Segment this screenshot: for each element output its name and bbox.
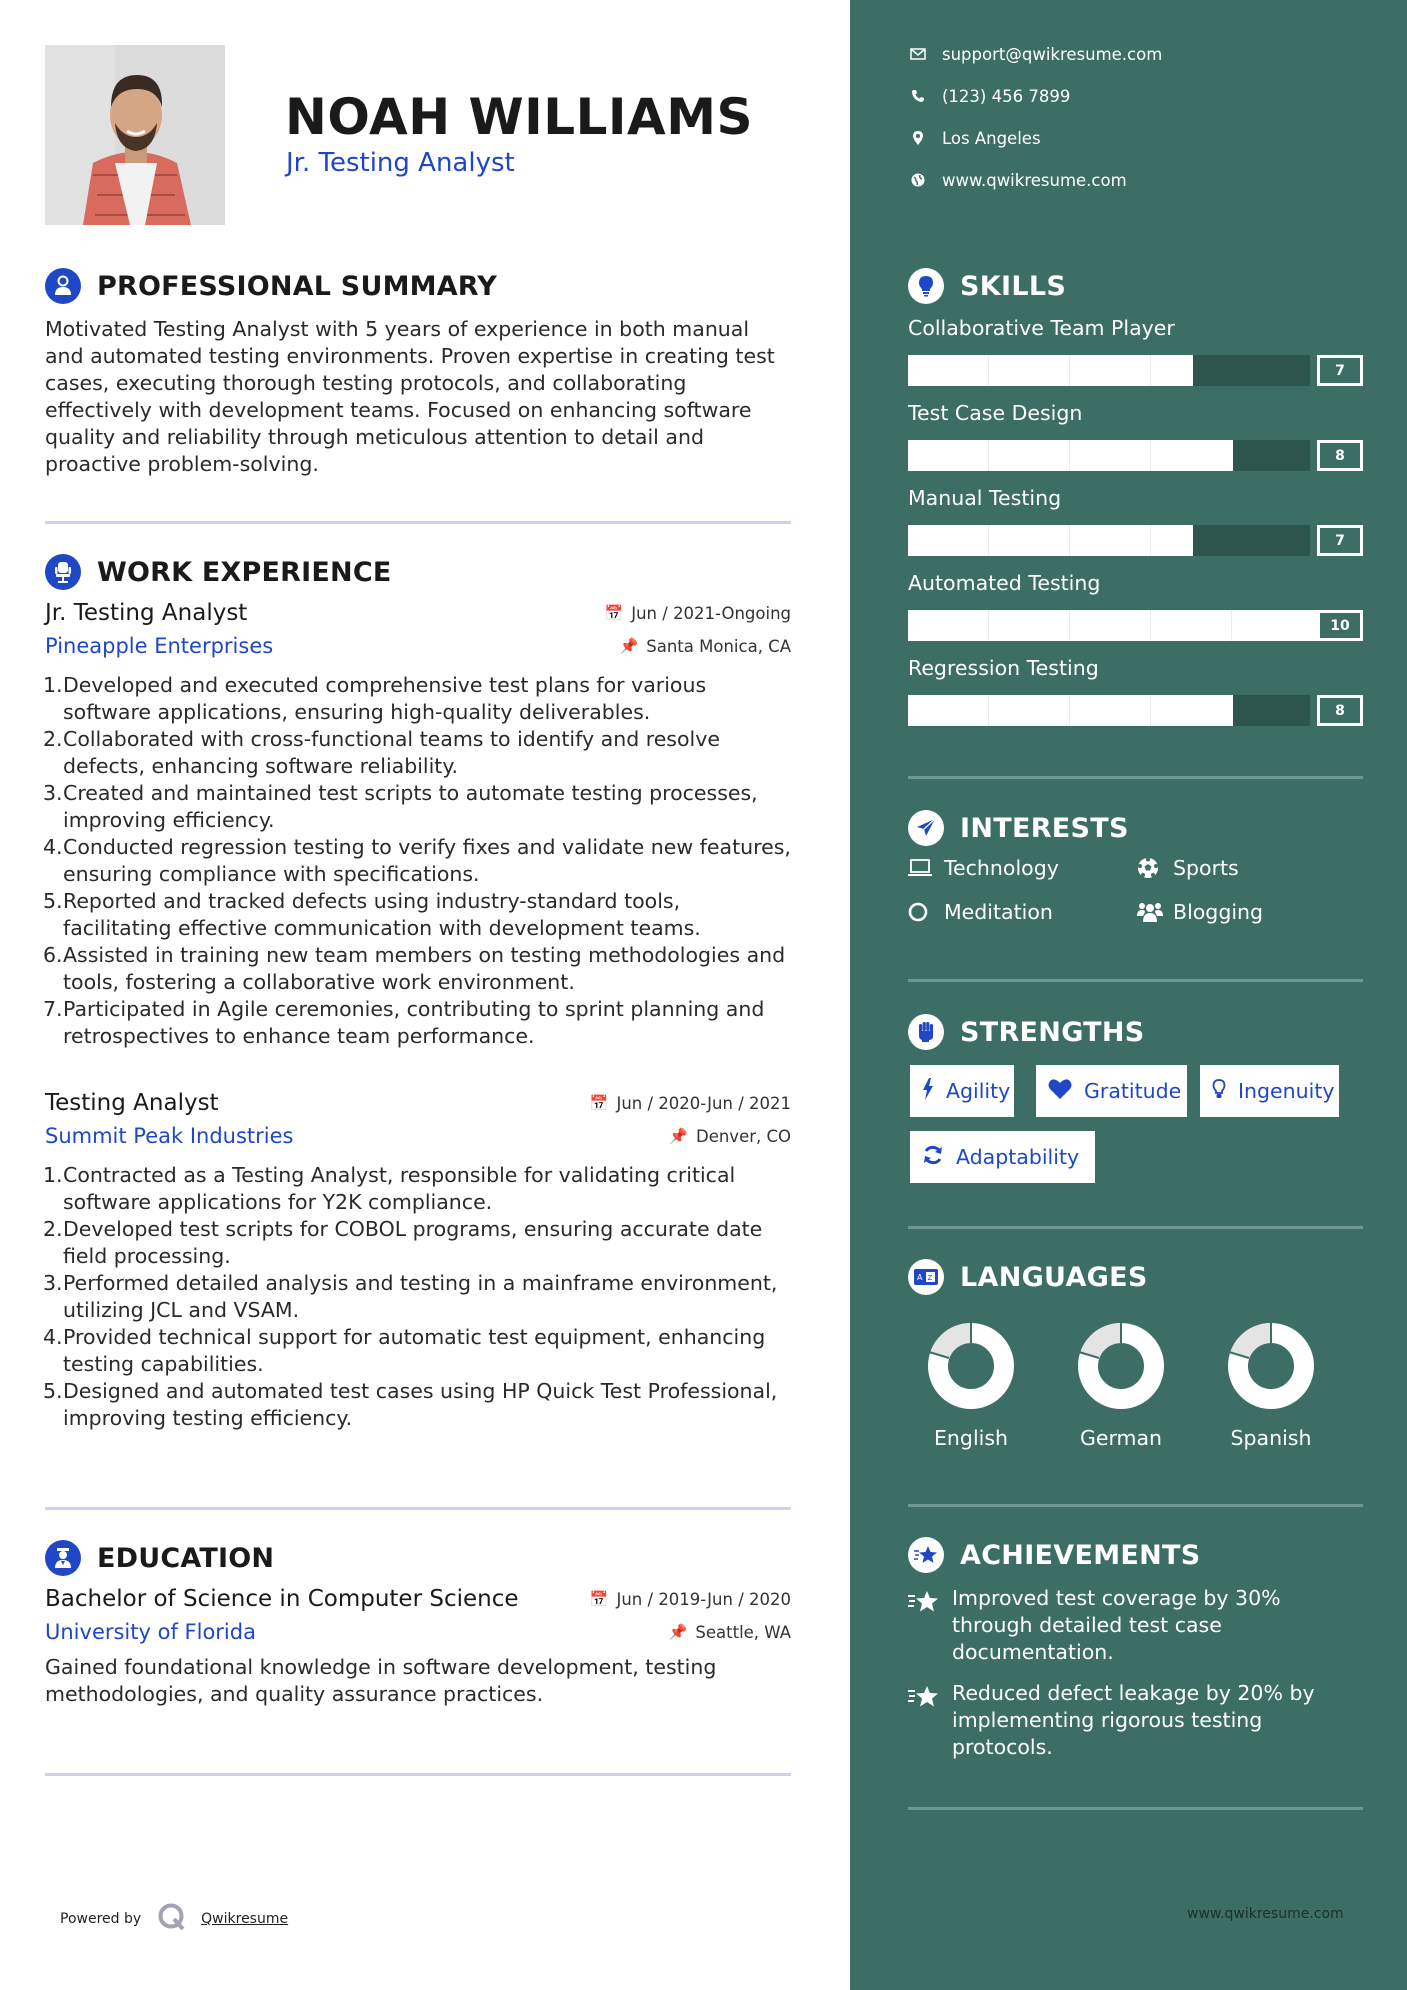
star-icon — [908, 1585, 952, 1666]
interest-label: Sports — [1173, 856, 1239, 880]
heart-icon — [1048, 1078, 1072, 1105]
education-location: Seattle, WA — [695, 1622, 791, 1642]
map-marker-icon — [908, 128, 928, 148]
profile-photo — [45, 45, 225, 225]
strength-chip — [1036, 1065, 1187, 1117]
interests-title: INTERESTS — [960, 812, 1129, 844]
footer-website-link[interactable]: www.qwikresume.com — [1187, 1906, 1344, 1922]
interest-item — [908, 856, 1059, 880]
skill-label: Automated Testing — [908, 571, 1101, 595]
language-item — [911, 1320, 1031, 1450]
language-donut-chart — [1225, 1320, 1317, 1412]
star-icon — [908, 1680, 952, 1761]
skills-title: SKILLS — [960, 270, 1067, 302]
achievement-text: Improved test coverage by 30% through detailed test case documentation. — [952, 1586, 1281, 1664]
experience-title: WORK EXPERIENCE — [97, 556, 392, 588]
job-bullets — [45, 672, 791, 1050]
user-icon — [45, 268, 81, 304]
skill-score: 7 — [1317, 355, 1363, 386]
language-donut-chart — [1075, 1320, 1167, 1412]
graduate-icon — [45, 1540, 81, 1576]
website-link[interactable]: www.qwikresume.com — [942, 170, 1127, 190]
candidate-name: NOAH WILLIAMS — [285, 88, 753, 146]
education-title: EDUCATION — [97, 1542, 275, 1574]
users-icon — [1137, 901, 1163, 923]
powered-by — [60, 1902, 288, 1936]
job-dates: Jun / 2020-Jun / 2021 — [616, 1093, 791, 1113]
svg-text:Z: Z — [927, 1274, 933, 1282]
pushpin-icon: 📌 — [619, 637, 639, 655]
translate-icon — [908, 1259, 944, 1295]
bullet-item: 1. Contracted as a Testing Analyst, responsible for validating critical software applications for Y2K compliance. — [43, 1163, 736, 1214]
calendar-icon: 📅 — [589, 1590, 609, 1608]
qwikresume-link[interactable]: Qwikresume — [201, 1911, 289, 1927]
strength-label: Agility — [946, 1079, 1011, 1103]
lightbulb-icon — [1212, 1078, 1226, 1105]
strengths-section — [908, 1012, 1363, 1052]
skills-list — [908, 316, 1363, 736]
contact-website — [908, 170, 1127, 190]
school-name: University of Florida — [45, 1620, 256, 1644]
svg-text:A: A — [917, 1273, 923, 1282]
achievement-item — [908, 1585, 1363, 1666]
interest-item — [908, 900, 1053, 924]
calendar-icon: 📅 — [589, 1094, 609, 1112]
company-name: Pineapple Enterprises — [45, 634, 274, 658]
education-dates: Jun / 2019-Jun / 2020 — [616, 1589, 791, 1609]
globe-icon — [908, 170, 928, 190]
skill-bar — [908, 440, 1363, 471]
degree: Bachelor of Science in Computer Science — [45, 1586, 519, 1612]
contact-email — [908, 44, 1162, 64]
divider — [908, 1504, 1363, 1507]
skill-label: Manual Testing — [908, 486, 1062, 510]
skill-score: 8 — [1317, 695, 1363, 726]
office-chair-icon — [45, 554, 81, 590]
skill-bar — [908, 525, 1363, 556]
languages-section — [908, 1257, 1363, 1297]
job-title: Jr. Testing Analyst — [45, 600, 248, 626]
skill-bar — [908, 610, 1363, 641]
language-label: Spanish — [1230, 1426, 1312, 1450]
phone-icon — [908, 86, 928, 106]
bullet-item: 4. Provided technical support for automatic test equipment, enhancing testing capabilities. — [43, 1325, 766, 1376]
summary-title: PROFESSIONAL SUMMARY — [97, 270, 498, 302]
education-description: Gained foundational knowledge in software development, testing methodologies, and quality assurance practices. — [45, 1655, 717, 1706]
refresh-icon — [922, 1144, 944, 1171]
bullet-item: 3. Created and maintained test scripts to automate testing processes, improving efficiency. — [43, 781, 758, 832]
divider — [908, 1807, 1363, 1810]
strengths-title: STRENGTHS — [960, 1016, 1145, 1048]
company-name: Summit Peak Industries — [45, 1124, 294, 1148]
email-link[interactable]: support@qwikresume.com — [942, 44, 1163, 64]
strength-chip — [910, 1131, 1095, 1183]
pushpin-icon: 📌 — [669, 1127, 688, 1145]
skill-label: Test Case Design — [908, 401, 1083, 425]
candidate-role: Jr. Testing Analyst — [286, 148, 515, 178]
skills-section — [908, 266, 1363, 306]
skill-score: 10 — [1317, 610, 1363, 641]
strength-chip — [1200, 1065, 1339, 1117]
skill-item — [908, 486, 1363, 556]
divider — [45, 1773, 791, 1776]
interest-item — [1137, 900, 1263, 924]
job-bullets — [45, 1162, 791, 1432]
interest-label: Meditation — [944, 900, 1053, 924]
experience-section — [45, 552, 791, 592]
strength-label: Adaptability — [956, 1145, 1080, 1169]
language-item — [1211, 1320, 1331, 1450]
soccer-ball-icon — [1137, 857, 1163, 879]
divider — [908, 1226, 1363, 1229]
achievement-item — [908, 1680, 1363, 1761]
language-label: German — [1079, 1426, 1163, 1450]
achievements-section — [908, 1535, 1363, 1575]
paper-plane-icon — [908, 810, 944, 846]
language-label: English — [933, 1426, 1009, 1450]
fist-icon — [908, 1014, 944, 1050]
interest-label: Blogging — [1173, 900, 1264, 924]
contact-phone — [908, 86, 1070, 106]
job-entry — [45, 1090, 791, 1432]
education-section — [45, 1538, 791, 1708]
skill-bar — [908, 355, 1363, 386]
skill-item — [908, 656, 1363, 726]
contact-location — [908, 128, 1041, 148]
lightbulb-icon — [908, 268, 944, 304]
bullet-item: 6. Assisted in training new team members on testing methodologies and tools, fostering a collaborative work environment. — [43, 943, 786, 994]
bullet-item: 5. Designed and automated test cases using HP Quick Test Professional, improving testing efficiency. — [43, 1379, 778, 1430]
sidebar — [850, 0, 1407, 1990]
envelope-icon — [908, 44, 928, 64]
circle-icon — [908, 901, 934, 923]
bolt-icon — [922, 1078, 934, 1105]
job-location: Santa Monica, CA — [646, 636, 791, 656]
bullet-item: 7. Participated in Agile ceremonies, contributing to sprint planning and retrospectives to enhance team performance. — [43, 997, 765, 1048]
skill-item — [908, 316, 1363, 386]
skill-label: Regression Testing — [908, 656, 1099, 680]
strength-chip — [910, 1065, 1014, 1117]
bullet-item: 2. Collaborated with cross-functional teams to identify and resolve defects, enhancing software reliability. — [43, 727, 720, 778]
location-text: Los Angeles — [942, 128, 1041, 148]
powered-by-label: Powered by — [60, 1911, 142, 1927]
strength-label: Gratitude — [1084, 1079, 1182, 1103]
languages-title: LANGUAGES — [960, 1261, 1148, 1293]
laptop-icon — [908, 859, 934, 877]
star-icon — [908, 1537, 944, 1573]
pushpin-icon: 📌 — [668, 1623, 688, 1641]
summary-text: Motivated Testing Analyst with 5 years of experience in both manual and automated testing environments. Proven expertise in creating test cases, executing thorough testing protocols, and collaborating effectively with development teams. Focused on enhancing software quality and reliability through meticulous attention to detail and proactive problem-solving. — [45, 317, 775, 476]
divider — [45, 1507, 791, 1510]
achievements-title: ACHIEVEMENTS — [960, 1539, 1201, 1571]
summary-section — [45, 266, 791, 478]
language-donut-chart — [925, 1320, 1017, 1412]
interest-item — [1137, 856, 1239, 880]
skill-item — [908, 571, 1363, 641]
achievement-text: Reduced defect leakage by 20% by implementing rigorous testing protocols. — [952, 1681, 1315, 1759]
divider — [908, 979, 1363, 982]
bullet-item: 1. Developed and executed comprehensive test plans for various software applications, ensuring high-quality deliverables. — [43, 673, 707, 724]
divider — [45, 521, 791, 524]
strength-label: Ingenuity — [1238, 1079, 1335, 1103]
skill-bar — [908, 695, 1363, 726]
skill-item — [908, 401, 1363, 471]
qwikresume-logo-icon — [157, 1902, 187, 1936]
calendar-icon: 📅 — [604, 604, 624, 622]
language-item — [1061, 1320, 1181, 1450]
skill-label: Collaborative Team Player — [908, 316, 1175, 340]
bullet-item: 5. Reported and tracked defects using industry-standard tools, facilitating effective communication with development teams. — [43, 889, 701, 940]
bullet-item: 2. Developed test scripts for COBOL programs, ensuring accurate date field processing. — [43, 1217, 763, 1268]
job-location: Denver, CO — [695, 1126, 791, 1146]
divider — [908, 776, 1363, 779]
interest-label: Technology — [944, 856, 1059, 880]
skill-score: 7 — [1317, 525, 1363, 556]
interests-section — [908, 808, 1363, 848]
bullet-item: 4. Conducted regression testing to verify fixes and validate new features, ensuring compliance with specifications. — [43, 835, 791, 886]
job-entry — [45, 600, 791, 1050]
job-title: Testing Analyst — [45, 1090, 219, 1116]
skill-score: 8 — [1317, 440, 1363, 471]
job-dates: Jun / 2021-Ongoing — [631, 603, 791, 623]
phone-number: (123) 456 7899 — [942, 86, 1071, 106]
bullet-item: 3. Performed detailed analysis and testing in a mainframe environment, utilizing JCL and VSAM. — [43, 1271, 778, 1322]
